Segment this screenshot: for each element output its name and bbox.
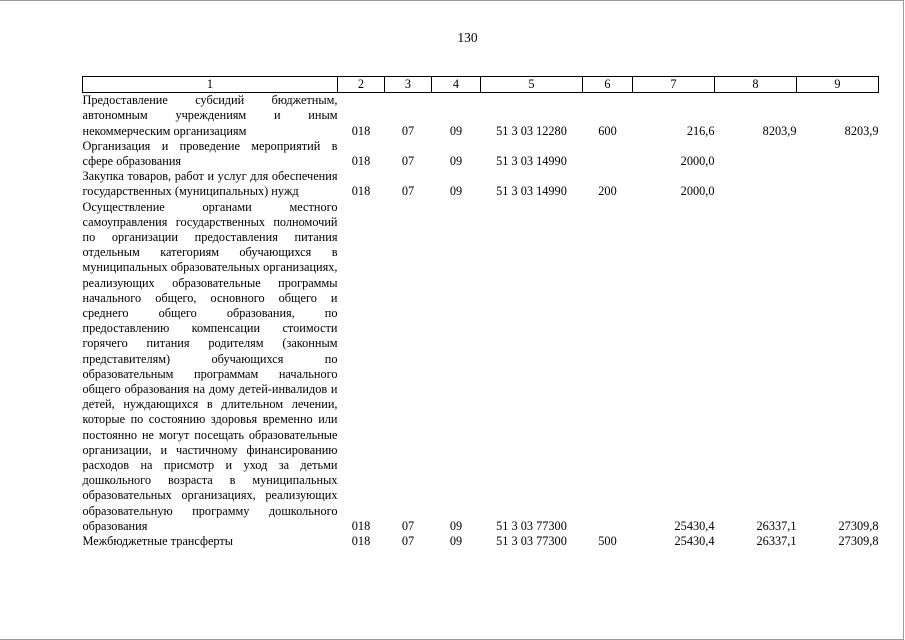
column-header: 1 (83, 77, 338, 93)
row-code: 018 (351, 534, 371, 549)
column-header: 3 (385, 77, 432, 93)
column-header: 4 (432, 77, 481, 93)
column-header: 7 (633, 77, 715, 93)
row-sum-2 (715, 169, 797, 199)
row-sum-3: 8203,9 (844, 123, 879, 138)
row-description: Организация и проведение мероприятий в сфере образования (82, 138, 338, 169)
row-sum-2: 8203,9 (762, 123, 797, 138)
row-sum-1: 25430,4 (674, 534, 715, 549)
row-sum-2: 26337,1 (756, 534, 797, 549)
row-expense-type (583, 200, 633, 534)
row-sum-1: 2000,0 (680, 184, 715, 199)
row-target: 51 3 03 14990 (496, 184, 567, 199)
table-row (83, 534, 879, 549)
row-sum-1: 25430,4 (674, 518, 715, 533)
table-row (83, 139, 879, 169)
page-number: 130 (457, 30, 478, 45)
row-sum-3 (797, 139, 879, 169)
column-header: 8 (715, 77, 797, 93)
row-target: 51 3 03 14990 (496, 154, 567, 169)
row-code: 018 (351, 184, 371, 199)
row-section: 07 (401, 518, 415, 533)
row-subsection: 09 (449, 518, 463, 533)
row-description: Закупка товаров, работ и услуг для обеспечения государственных (муниципальных) нужд (82, 169, 338, 199)
row-sum-3: 27309,8 (838, 518, 879, 533)
row-section: 07 (401, 184, 415, 199)
row-expense-type: 500 (598, 534, 617, 549)
row-sum-2 (715, 139, 797, 169)
row-subsection: 09 (449, 154, 463, 169)
table-row (83, 169, 879, 199)
row-subsection: 09 (449, 534, 463, 549)
row-sum-1: 2000,0 (680, 154, 715, 169)
row-expense-type (583, 139, 633, 169)
header-row (83, 77, 879, 93)
row-target: 51 3 03 77300 (496, 518, 567, 533)
column-header: 2 (338, 77, 385, 93)
row-code: 018 (351, 518, 371, 533)
budget-table (82, 76, 879, 549)
row-code: 018 (351, 123, 371, 138)
table-row (83, 200, 879, 534)
row-section: 07 (401, 123, 415, 138)
row-expense-type: 600 (598, 123, 617, 138)
row-sum-3: 27309,8 (838, 534, 879, 549)
row-description: Предоставление субсидий бюджетным, автономным учреждениям и иным некоммерческим организациям (82, 93, 338, 138)
row-section: 07 (401, 534, 415, 549)
row-description: Осуществление органами местного самоуправления государственных полномочий по организации предоставления питания отдельным категориям обучающихся в муниципальных образовательных организациях, реализующих образовательные программы начального общего, основного общего и среднего общего образования, по предоставлению компенсации стоимости горячего питания родителям (законным представителям) обучающихся по образовательным программам начального общего образования на дому детей-инвалидов и детей, нуждающихся в длительном лечении, которые по состоянию здоровья временно или постоянно не могут посещать образовательные организации, и частичному финансированию расходов на присмотр и уход за детьми дошкольного возраста в муниципальных образовательных организациях, реализующих образовательную программу дошкольного образования (82, 199, 338, 533)
row-sum-1: 216,6 (686, 123, 715, 138)
row-subsection: 09 (449, 184, 463, 199)
table-row (83, 93, 879, 139)
row-target: 51 3 03 77300 (496, 534, 567, 549)
row-description: Межбюджетные трансферты (82, 534, 234, 549)
column-header: 5 (481, 77, 583, 93)
column-header: 6 (583, 77, 633, 93)
column-header: 9 (797, 77, 879, 93)
row-subsection: 09 (449, 123, 463, 138)
row-sum-3 (797, 169, 879, 199)
row-section: 07 (401, 154, 415, 169)
row-code: 018 (351, 154, 371, 169)
row-sum-2: 26337,1 (756, 518, 797, 533)
row-expense-type: 200 (598, 184, 617, 199)
row-target: 51 3 03 12280 (496, 123, 567, 138)
